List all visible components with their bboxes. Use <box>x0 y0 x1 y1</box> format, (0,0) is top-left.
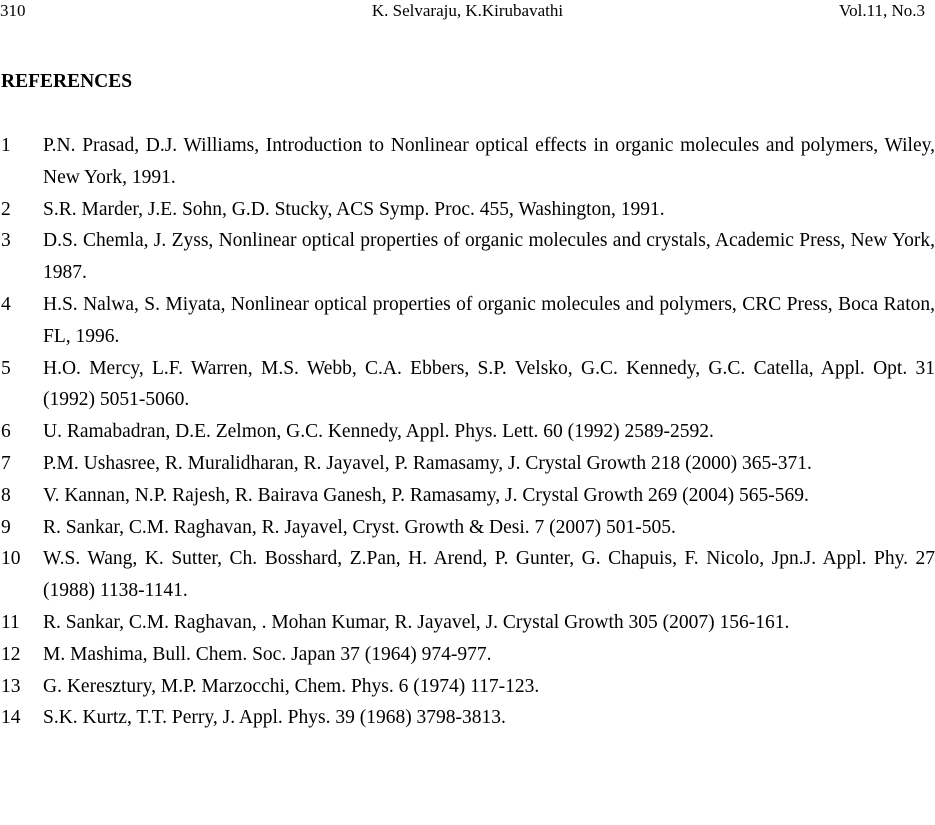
reference-item <box>0 289 935 353</box>
reference-text: R. Sankar, C.M. Raghavan, R. Jayavel, Cryst. Growth & Desi. 7 (2007) 501-505. <box>43 516 676 538</box>
reference-item <box>0 194 935 226</box>
reference-number: 9 <box>1 516 11 538</box>
reference-item <box>0 639 935 671</box>
reference-number: 12 <box>1 643 21 665</box>
reference-number: 1 <box>1 135 11 156</box>
reference-item <box>0 480 935 512</box>
reference-text: V. Kannan, N.P. Rajesh, R. Bairava Ganesh, P. Ramasamy, J. Crystal Growth 269 (2004) 565-569. <box>43 484 809 506</box>
reference-number: 6 <box>1 421 11 443</box>
reference-number: 11 <box>1 611 20 633</box>
reference-text: U. Ramabadran, D.E. Zelmon, G.C. Kennedy, Appl. Phys. Lett. 60 (1992) 2589-2592. <box>43 421 714 443</box>
reference-item <box>0 225 935 289</box>
reference-number: 5 <box>1 357 11 379</box>
reference-number: 2 <box>1 198 11 220</box>
reference-text: S.R. Marder, J.E. Sohn, G.D. Stucky, ACS Symp. Proc. 455, Washington, 1991. <box>43 198 665 220</box>
reference-text: R. Sankar, C.M. Raghavan, . Mohan Kumar, R. Jayavel, J. Crystal Growth 305 (2007) 156-161. <box>43 611 790 633</box>
reference-item <box>0 416 935 448</box>
reference-text: M. Mashima, Bull. Chem. Soc. Japan 37 (1964) 974-977. <box>43 643 492 665</box>
reference-item <box>0 130 935 194</box>
reference-item <box>0 353 935 417</box>
reference-number: 14 <box>1 707 21 729</box>
reference-text: H.S. Nalwa, S. Miyata, Nonlinear optical properties of organic molecules and polymers, CRC Press, Boca Raton, FL, 1996. <box>43 293 935 347</box>
reference-text: H.O. Mercy, L.F. Warren, M.S. Webb, C.A. Ebbers, S.P. Velsko, G.C. Kennedy, G.C. Catella, Appl. Opt. 31 (1992) 5051-5060. <box>43 357 935 411</box>
reference-number: 4 <box>1 293 11 315</box>
reference-number: 10 <box>1 548 21 570</box>
header-volume: Vol.11, No.3 <box>839 1 925 20</box>
running-header <box>0 0 935 24</box>
reference-item <box>0 448 935 480</box>
reference-item <box>0 671 935 703</box>
reference-text: G. Keresztury, M.P. Marzocchi, Chem. Phys. 6 (1974) 117-123. <box>43 675 540 697</box>
reference-item <box>0 702 935 734</box>
reference-text: D.S. Chemla, J. Zyss, Nonlinear optical properties of organic molecules and crystals, Academic Press, New York, 1987. <box>43 230 935 284</box>
header-authors: K. Selvaraju, K.Kirubavathi <box>371 1 564 20</box>
reference-number: 8 <box>1 484 11 506</box>
reference-number: 13 <box>1 675 21 697</box>
reference-item <box>0 512 935 544</box>
page-number: 310 <box>0 1 26 20</box>
reference-text: S.K. Kurtz, T.T. Perry, J. Appl. Phys. 39 (1968) 3798-3813. <box>43 707 506 729</box>
reference-number: 7 <box>1 452 11 474</box>
reference-item <box>0 543 935 607</box>
reference-text: P.M. Ushasree, R. Muralidharan, R. Jayavel, P. Ramasamy, J. Crystal Growth 218 (2000) 365-371. <box>43 452 812 474</box>
reference-list <box>0 130 935 734</box>
reference-text: P.N. Prasad, D.J. Williams, Introduction to Nonlinear optical effects in organic molecules and polymers, Wiley, New York, 1991. <box>43 135 935 188</box>
reference-item <box>0 607 935 639</box>
reference-number: 3 <box>1 230 11 252</box>
section-title: REFERENCES <box>1 71 133 92</box>
reference-text: W.S. Wang, K. Sutter, Ch. Bosshard, Z.Pan, H. Arend, P. Gunter, G. Chapuis, F. Nicolo, Jpn.J. Appl. Phy. 27 (1988) 1138-1141. <box>43 548 935 602</box>
